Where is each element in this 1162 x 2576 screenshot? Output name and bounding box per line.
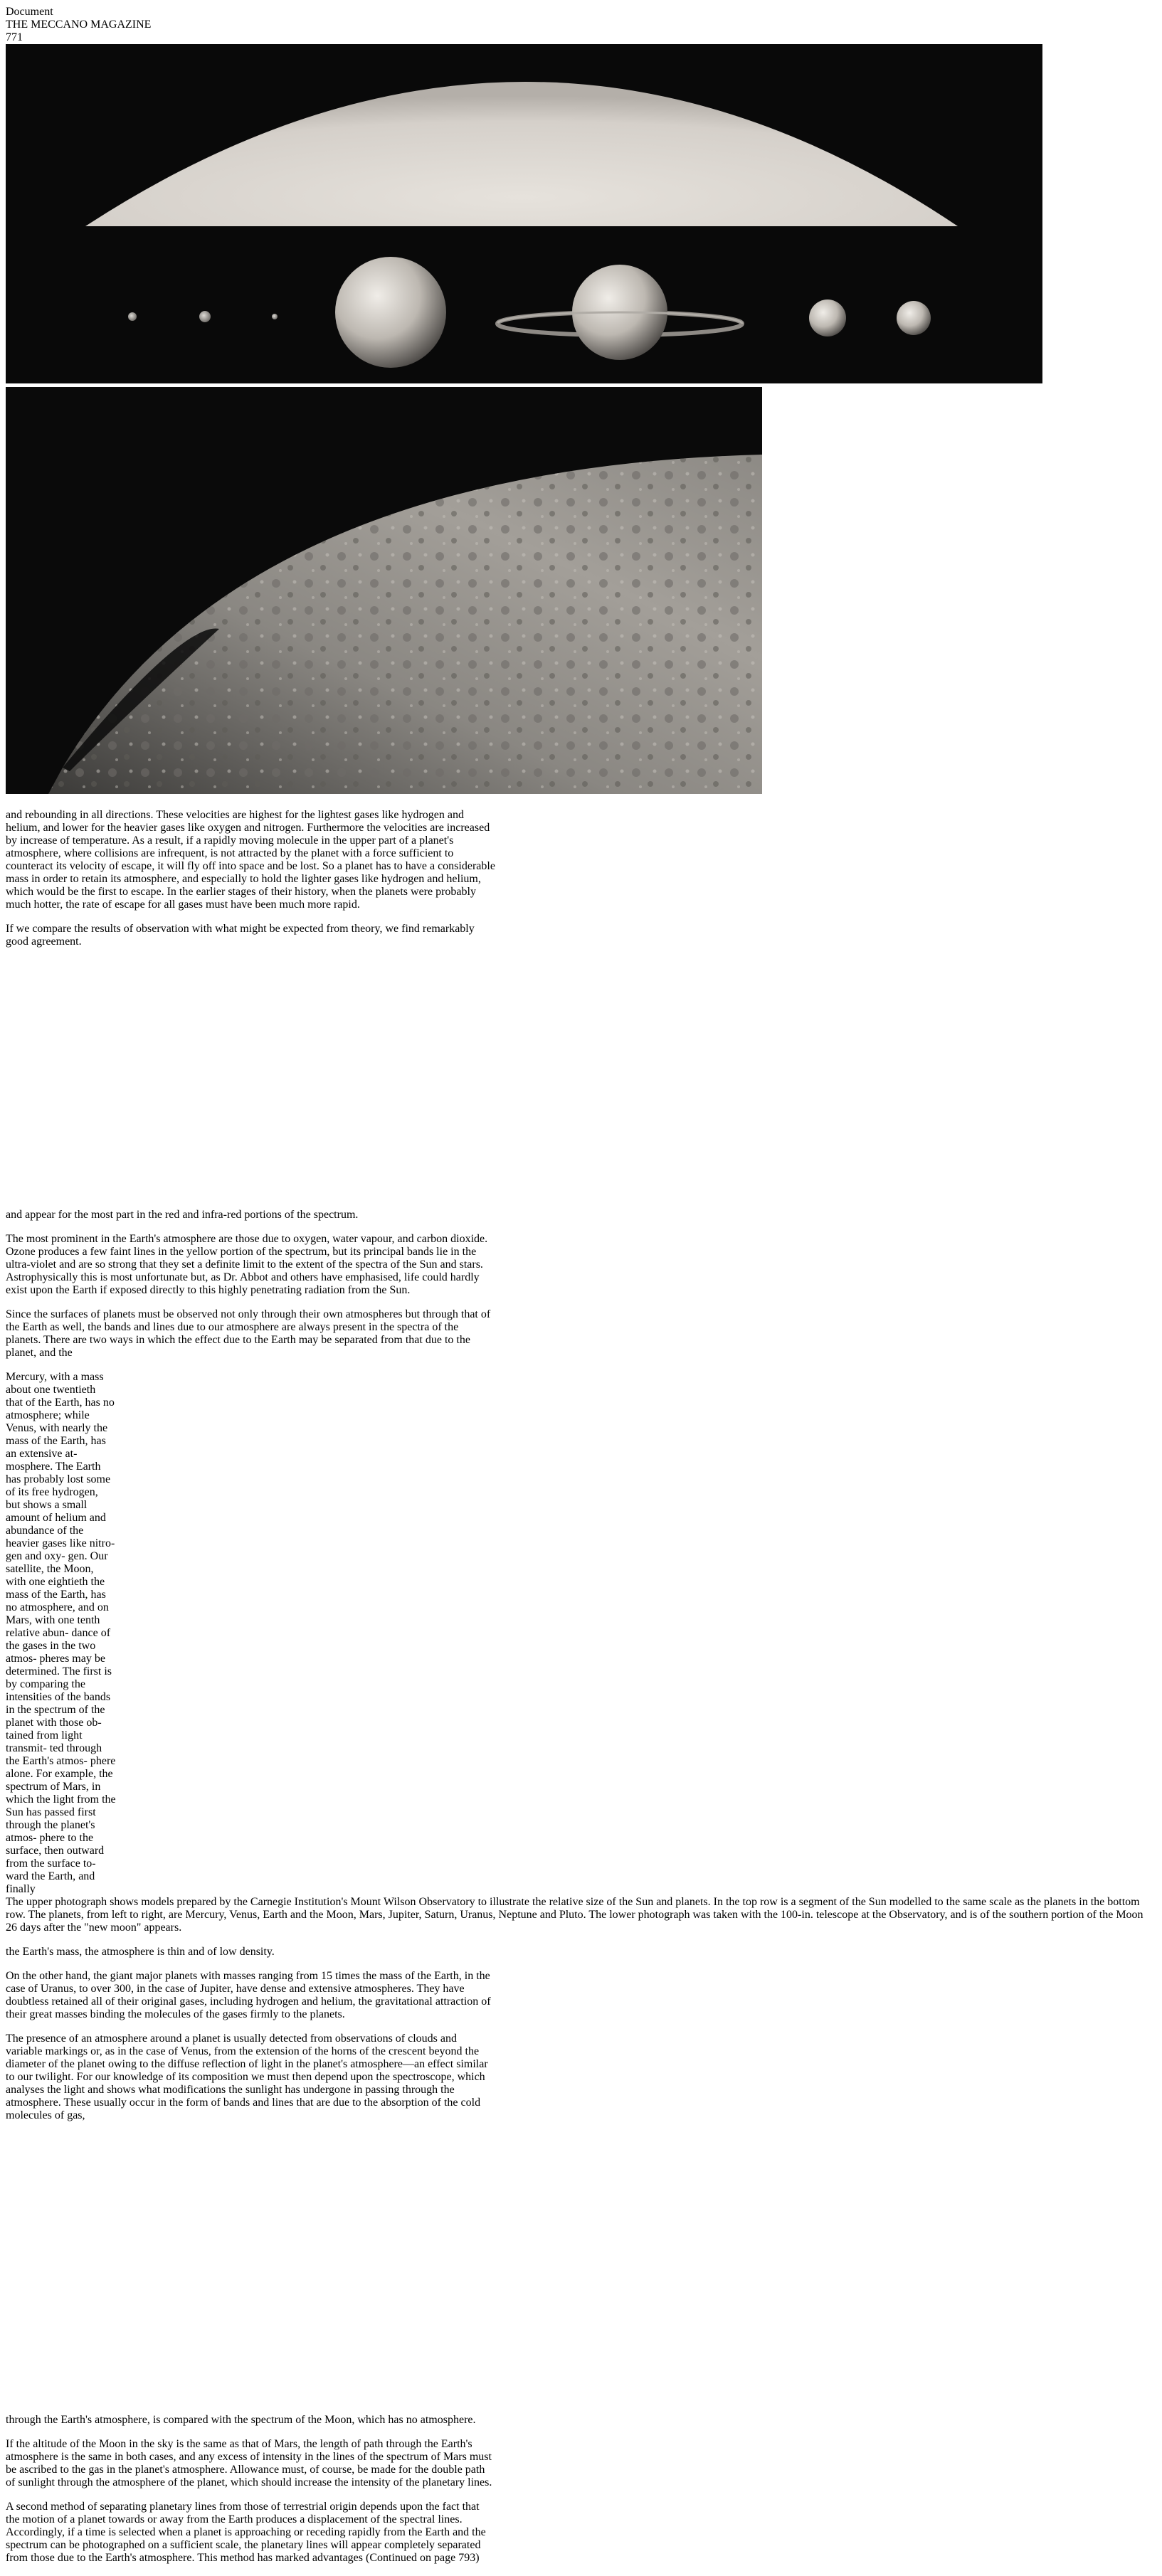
text-line: ted through the bbox=[6, 1742, 102, 1767]
paragraph: If the altitude of the Moon in the sky is the same as that of Mars, the length of path through the Earth's atmosphere is the same in both cases, and any excess of intensity in the lines of the spectrum of Mars must be ascribed to the gas in the planet's atmosphere. Allowance must, of course, be made for the double path of sunlight through the atmosphere of the planet, which should increase the intensity of the planetary lines. bbox=[6, 2438, 492, 2488]
text-line: phere to the bbox=[39, 1832, 94, 1844]
text-line: ward the Earth, bbox=[6, 1870, 76, 1882]
text-line: surface, then bbox=[6, 1845, 64, 1857]
text-line: of Mars, in bbox=[50, 1781, 101, 1793]
left-column-bottom bbox=[6, 1946, 495, 2122]
text-line: Moon, with bbox=[6, 1563, 94, 1588]
text-line: small amount bbox=[6, 1499, 88, 1524]
text-line: has passed first bbox=[26, 1806, 96, 1818]
text-line: extensive at- bbox=[19, 1448, 78, 1460]
text-line: with nearly the bbox=[39, 1422, 108, 1434]
text-line: gen. Our bbox=[68, 1550, 108, 1562]
continued-note: (Continued on page 793) bbox=[366, 2552, 480, 2564]
text-line: For example, bbox=[36, 1768, 97, 1780]
text-line: with one tenth bbox=[34, 1614, 100, 1626]
paragraph: and appear for the most part in the red and infra-red portions of the spectrum. bbox=[6, 1209, 359, 1221]
text-line: from the Sun bbox=[6, 1793, 116, 1818]
text-line: and on Mars, bbox=[6, 1601, 109, 1626]
left-narrow-column bbox=[6, 1371, 115, 1627]
paragraph: On the other hand, the giant major planets with masses ranging from 15 times the mass of the Earth, in the case of Uranus, to over 300, in the case of Jupiter, have dense and extensive atmospheres. They have doubtless retained all of their original gases, including hydrogen and helium, the gravitational attraction of their great masses binding the molecules of the gases firmly to the planets. bbox=[6, 1970, 491, 2020]
text-line: determined. bbox=[6, 1665, 60, 1677]
text-line: gases like nitro- bbox=[42, 1537, 115, 1549]
paragraph: If we compare the results of observation with what might be expected from theory, we find remarkably good agreement. bbox=[6, 923, 475, 948]
jupiter-shape bbox=[335, 257, 446, 368]
text-line: which the light bbox=[6, 1793, 74, 1806]
text-line: gases in the bbox=[22, 1640, 76, 1652]
moon-photo bbox=[6, 387, 1156, 797]
text-line: Earth, has no bbox=[54, 1396, 115, 1409]
text-line: that of the bbox=[6, 1396, 52, 1409]
text-line: the spectrum bbox=[17, 1704, 76, 1716]
paragraph: the Earth's mass, the atmosphere is thin and of low density. bbox=[6, 1946, 275, 1958]
text-line: by comparing bbox=[6, 1678, 69, 1690]
text-line: Mercury, with bbox=[6, 1371, 70, 1383]
right-column-top bbox=[6, 1209, 495, 1359]
text-line: lost some of its bbox=[6, 1473, 111, 1498]
column-rule bbox=[6, 960, 1156, 1197]
text-line: the mass of the bbox=[6, 1576, 105, 1601]
text-line: but shows a bbox=[6, 1499, 60, 1511]
text-line: Earth, has an bbox=[6, 1435, 106, 1460]
text-line: with those ob- bbox=[36, 1717, 102, 1729]
paragraph bbox=[6, 2501, 495, 2565]
text-line: tained from bbox=[6, 1729, 59, 1742]
text-line: dance of the bbox=[6, 1627, 111, 1652]
text-line: abundance of bbox=[6, 1525, 67, 1537]
text-line: the spectrum bbox=[6, 1768, 113, 1793]
text-line: one eightieth bbox=[28, 1576, 88, 1588]
text-line: light transmit- bbox=[6, 1729, 83, 1754]
text-line: one twentieth bbox=[33, 1384, 96, 1396]
text-line: the surface to- bbox=[31, 1857, 96, 1870]
right-column-bottom bbox=[6, 2414, 495, 2565]
paragraph: Since the surfaces of planets must be observed not only through their own atmospheres but through that of the Earth as well, the bands and lines due to our atmosphere are always present in the spectra of the planets. There are two ways in which the effect due to the Earth may be separated from that due to the planet, and the bbox=[6, 1308, 491, 1359]
text-line: relative abun- bbox=[6, 1627, 69, 1639]
venus-shape bbox=[199, 311, 211, 322]
text-line: through the bbox=[6, 1819, 58, 1831]
text-line: The Earth bbox=[55, 1461, 101, 1473]
text-line: the heavier bbox=[6, 1525, 84, 1549]
paragraph: The most prominent in the Earth's atmosphere are those due to oxygen, water vapour, and carbon dioxide. Ozone produces a few faint lines in the yellow portion of the spectrum, but its principal bands lie in the ultra-violet and are so strong that they set a definite limit to the extent of the spectra of the Sun and stars. Astrophysically this is most unfortunate but, as Dr. Abbot and others have emphasised, life could hardly exist upon the Earth if exposed directly to this highly penetrating radiation from the Sun. bbox=[6, 1233, 488, 1296]
text-line: mosphere. bbox=[6, 1461, 53, 1473]
text-line: gen and oxy- bbox=[6, 1550, 65, 1562]
page-number: 771 bbox=[6, 31, 23, 43]
text-line: while Venus, bbox=[6, 1409, 90, 1434]
paragraph-text: A second method of separating planetary lines from those of terrestrial origin depends upon the fact that the motion of a planet towards or away from the Earth produces a displacement of the spectral lines. Accordingly, if a time is selected when a planet is approaching or receding rapidly from the Earth and the spectrum can be photographed on a sufficient scale, the planetary lines will appear completely separated from those due to the Earth's atmosphere. This method has marked advantages bbox=[6, 2501, 486, 2564]
text-line: pheres may be bbox=[39, 1653, 105, 1665]
text-line: a mass about bbox=[6, 1371, 104, 1396]
uranus-shape bbox=[809, 300, 846, 336]
text-line: Earth's atmos- bbox=[22, 1755, 88, 1767]
text-line: two atmos- bbox=[6, 1640, 96, 1665]
earth-moon-shape bbox=[272, 314, 278, 319]
photo-caption: The upper photograph shows models prepared by the Carnegie Institution's Mount Wilson Observatory to illustrate the relative size of the Sun and planets. In the top row is a segment of the Sun modelled to the same scale as the planets in the bottom row. The planets, from left to right, are Mercury, Venus, Earth and the Moon, Mars, Jupiter, Saturn, Uranus, Neptune and Pluto. The lower photograph was taken with the 100-in. telescope at the Observatory, and is of the southern portion of the Moon 26 days after the "new moon" appears. bbox=[6, 1896, 1143, 1934]
text-line: of the planet bbox=[6, 1704, 105, 1729]
text-line: of the bands in bbox=[6, 1691, 111, 1716]
text-line: outward from bbox=[6, 1845, 105, 1870]
text-line: mass of the bbox=[6, 1435, 58, 1447]
text-line: The first is bbox=[62, 1665, 112, 1677]
magazine-title: THE MECCANO MAGAZINE bbox=[6, 18, 152, 31]
text-line: the intensities bbox=[6, 1678, 85, 1703]
left-column-top bbox=[6, 809, 495, 948]
right-narrow-column bbox=[6, 1627, 116, 1896]
text-line: atmosphere, bbox=[20, 1601, 75, 1613]
page-header bbox=[6, 18, 1156, 44]
text-line: free hydrogen, bbox=[31, 1486, 98, 1498]
text-line: Earth, has no bbox=[6, 1589, 106, 1613]
paragraph: and rebounding in all directions. These velocities are highest for the lightest gases like hydrogen and helium, and lower for the heavier gases like oxygen and nitrogen. Furthermore the velocities are increased by increase of temperature. As a result, if a rapidly moving molecule in the upper part of a planet's atmosphere, where collisions are infrequent, is not attracted by the planet with a force sufficient to counteract its velocity of escape, it will fly off into space and be lost. So a planet has to have a considerable mass in order to retain its atmosphere, and especially to hold the lighter gases like hydrogen and helium, which would be the first to escape. In the earlier stages of their history, when the planets were probably much hotter, the rate of escape for all gases must have been much more rapid. bbox=[6, 809, 495, 911]
sun-and-planets-photo bbox=[6, 44, 1156, 387]
paragraph: through the Earth's atmosphere, is compared with the spectrum of the Moon, which has no atmosphere. bbox=[6, 2414, 476, 2426]
text-line: atmosphere; bbox=[6, 1409, 62, 1421]
text-line: phere alone. bbox=[6, 1755, 116, 1780]
text-line: planet's atmos- bbox=[6, 1819, 95, 1844]
text-line: of helium and bbox=[43, 1512, 106, 1524]
neptune-shape bbox=[897, 301, 931, 335]
text-line: has probably bbox=[6, 1473, 65, 1485]
text-line: satellite, the bbox=[6, 1563, 61, 1575]
mercury-shape bbox=[128, 312, 137, 321]
text-line: and finally bbox=[6, 1870, 95, 1895]
paragraph: The presence of an atmosphere around a planet is usually detected from observations of clouds and variable markings or, as in the case of Venus, from the extension of the horns of the crescent beyond the diameter of the planet owing to the diffuse reflection of light in the planet's atmosphere—an effect similar to our twilight. For our knowledge of its composition we must then depend upon the spectroscope, which analyses the light and shows what modifications the sunlight has undergone in passing through the atmosphere. These usually occur in the form of bands and lines that are due to the absorption of the cold molecules of gas, bbox=[6, 2032, 488, 2121]
column-rule bbox=[6, 2134, 1156, 2402]
